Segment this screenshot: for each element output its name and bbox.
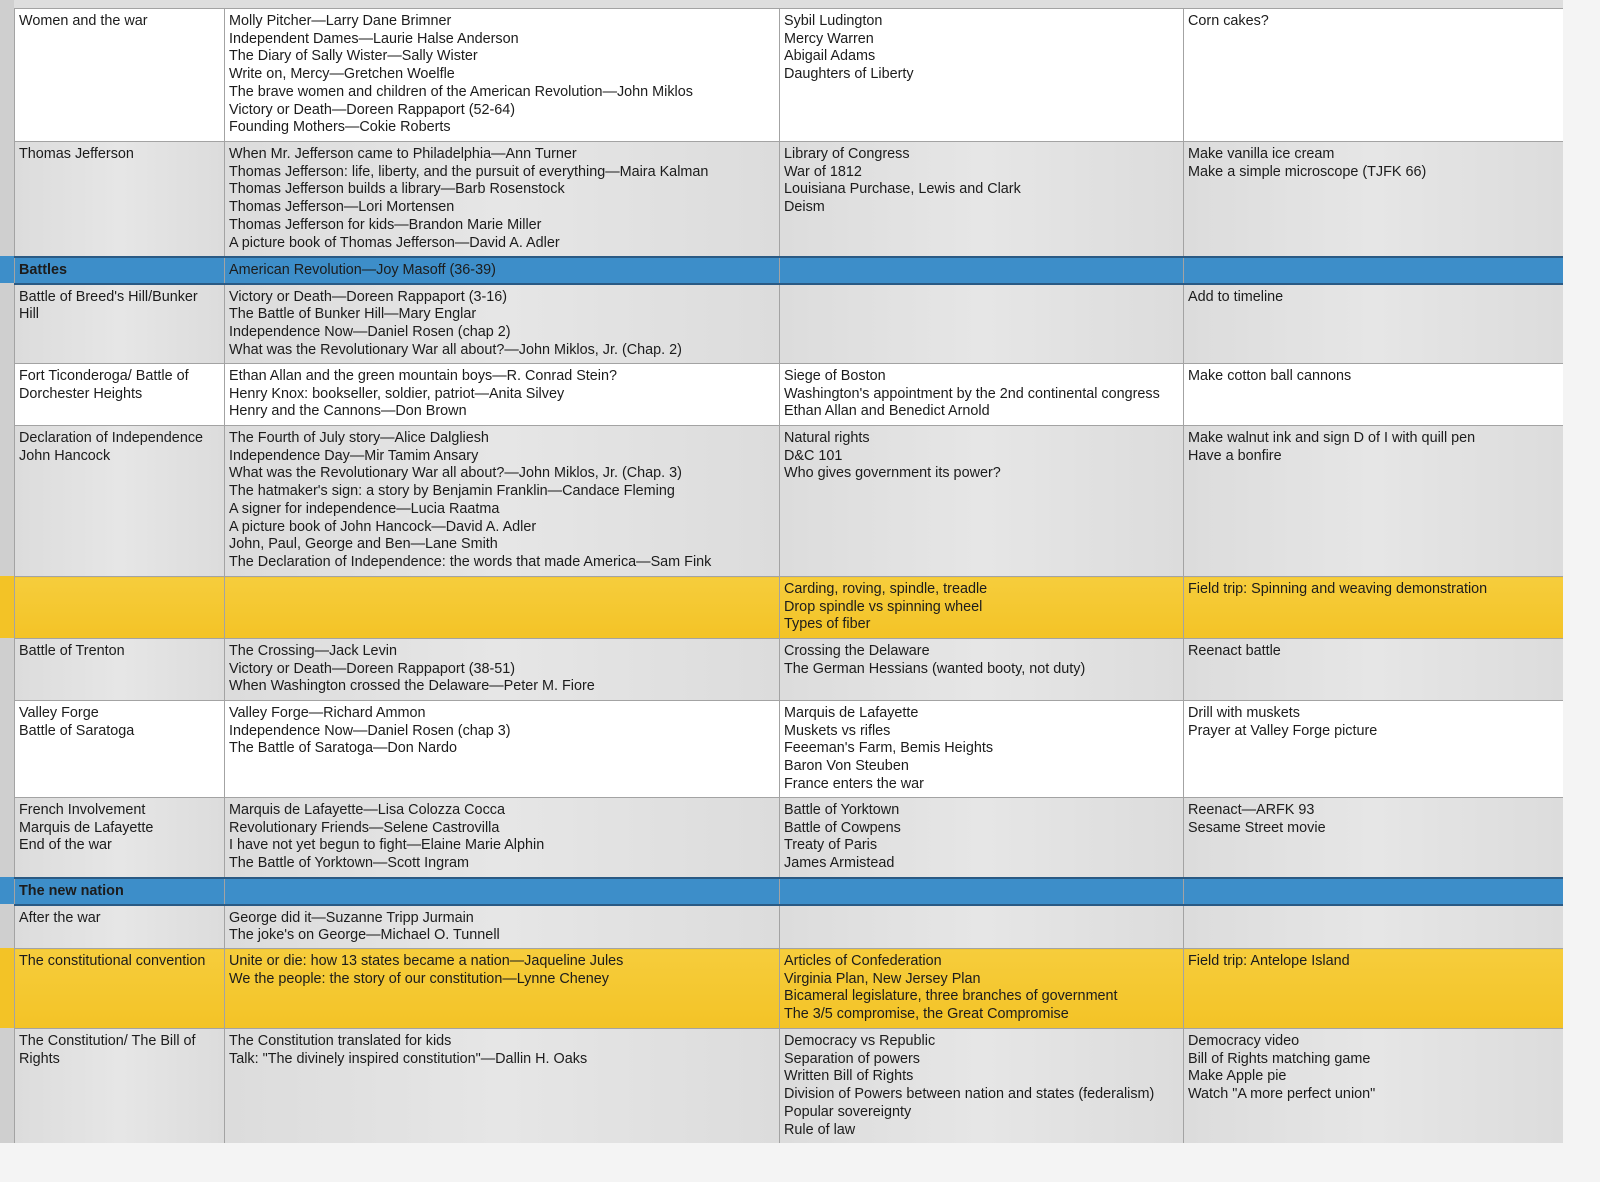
activities-cell[interactable] <box>1184 701 1564 798</box>
cell-line: D&C 101 <box>784 447 843 464</box>
cell-line: The Fourth of July story—Alice Dalgliesh <box>229 430 489 446</box>
cell-line: Battles <box>19 261 67 278</box>
cell-line: The German Hessians (wanted booty, not duty) <box>784 660 1086 677</box>
cell-line: The Battle of Saratoga—Don Nardo <box>229 740 457 757</box>
topic-cell[interactable] <box>15 878 225 905</box>
cell-line: The constitutional convention <box>19 953 206 969</box>
topic-cell[interactable] <box>15 364 225 426</box>
topic-cell[interactable] <box>15 905 225 949</box>
activities-cell[interactable] <box>1184 426 1564 577</box>
cell-line: Washington's appointment by the 2nd continental congress <box>784 385 1160 402</box>
cell-line: John, Paul, George and Ben—Lane Smith <box>229 536 498 553</box>
cell-line: Henry and the Cannons—Don Brown <box>229 403 467 420</box>
table-row <box>15 9 1564 142</box>
topic-cell[interactable] <box>15 142 225 257</box>
activities-cell[interactable] <box>1184 905 1564 949</box>
cell-line: Treaty of Paris <box>784 837 878 854</box>
cell-line: Drill with muskets <box>1188 705 1300 721</box>
cell-line: Sesame Street movie <box>1188 819 1326 836</box>
cell-line: A picture book of John Hancock—David A. Adler <box>229 518 537 535</box>
cell-line: Founding Mothers—Cokie Roberts <box>229 119 451 136</box>
cell-line: Ethan Allan and Benedict Arnold <box>784 403 990 420</box>
table-row <box>15 639 1564 701</box>
cell-line: End of the war <box>19 837 112 854</box>
cell-line: Henry Knox: bookseller, soldier, patriot—Anita Silvey <box>229 385 565 402</box>
cell-line: James Armistead <box>784 855 895 872</box>
cell-line: When Washington crossed the Delaware—Peter M. Fiore <box>229 678 595 695</box>
cell-line: Democracy video <box>1188 1033 1300 1049</box>
cell-line: Reenact battle <box>1188 643 1281 659</box>
cell-line: Carding, roving, spindle, treadle <box>784 581 988 597</box>
cell-line: The 3/5 compromise, the Great Compromise <box>784 1006 1069 1023</box>
cell-line: Revolutionary Friends—Selene Castrovilla <box>229 819 500 836</box>
cell-line: Victory or Death—Doreen Rappaport (38-51) <box>229 660 516 677</box>
cell-line: Marquis de Lafayette <box>784 705 919 721</box>
books-cell[interactable] <box>225 905 780 949</box>
cell-line: Battle of Saratoga <box>19 722 135 739</box>
subtopics-cell[interactable] <box>780 142 1184 257</box>
activities-cell[interactable] <box>1184 364 1564 426</box>
books-cell[interactable] <box>225 142 780 257</box>
topic-cell[interactable] <box>15 9 225 142</box>
cell-line: Victory or Death—Doreen Rappaport (52-64) <box>229 101 516 118</box>
table-row <box>15 949 1564 1029</box>
cell-line: Independence Now—Daniel Rosen (chap 3) <box>229 722 511 739</box>
table-row <box>15 701 1564 798</box>
table-row <box>15 1029 1564 1144</box>
cell-line: I have not yet begun to fight—Elaine Marie Alphin <box>229 837 545 854</box>
cell-line: Independent Dames—Laurie Halse Anderson <box>229 30 519 47</box>
cell-line: Battle of Breed's Hill/Bunker Hill <box>19 288 198 323</box>
subtopics-cell[interactable] <box>780 701 1184 798</box>
cell-line: Thomas Jefferson—Lori Mortensen <box>229 199 455 216</box>
cell-line: Field trip: Spinning and weaving demonstration <box>1188 581 1488 597</box>
activities-cell[interactable] <box>1184 142 1564 257</box>
cell-line: Division of Powers between nation and states (federalism) <box>784 1086 1155 1103</box>
books-cell[interactable] <box>225 701 780 798</box>
cell-line: The Battle of Yorktown—Scott Ingram <box>229 855 469 872</box>
cell-line: Corn cakes? <box>1188 13 1269 29</box>
cell-line: Muskets vs rifles <box>784 722 891 739</box>
table-row <box>15 426 1564 577</box>
cell-line: Crossing the Delaware <box>784 643 930 659</box>
activities-cell[interactable] <box>1184 1029 1564 1144</box>
cell-line: Baron Von Steuben <box>784 758 909 775</box>
topic-cell[interactable] <box>15 577 225 639</box>
cell-line: Ethan Allan and the green mountain boys—R. Conrad Stein? <box>229 368 617 384</box>
cell-line: Fort Ticonderoga/ Battle of Dorchester Heights <box>19 368 189 402</box>
cell-line: Molly Pitcher—Larry Dane Brimner <box>229 13 452 29</box>
cell-line: John Hancock <box>19 447 111 464</box>
subtopics-cell[interactable] <box>780 577 1184 639</box>
subtopics-cell[interactable] <box>780 284 1184 364</box>
cell-line: Mercy Warren <box>784 30 874 47</box>
row-header-highlight <box>0 576 14 638</box>
row-header-highlight <box>0 877 14 904</box>
cell-line: Thomas Jefferson builds a library—Barb Rosenstock <box>229 181 565 198</box>
cell-line: Field trip: Antelope Island <box>1188 953 1350 969</box>
cell-line: Types of fiber <box>784 616 871 633</box>
books-cell[interactable] <box>225 798 780 878</box>
cell-line: The new nation <box>19 882 124 899</box>
books-cell[interactable] <box>225 878 780 905</box>
cell-line: Make Apple pie <box>1188 1068 1287 1085</box>
books-cell[interactable] <box>225 1029 780 1144</box>
subtopics-cell[interactable] <box>780 364 1184 426</box>
activities-cell[interactable] <box>1184 798 1564 878</box>
cell-line: Bill of Rights matching game <box>1188 1050 1371 1067</box>
topic-cell[interactable] <box>15 639 225 701</box>
cell-line: Make vanilla ice cream <box>1188 146 1335 162</box>
cell-line: The brave women and children of the American Revolution—John Miklos <box>229 83 693 100</box>
books-cell[interactable] <box>225 257 780 284</box>
cell-line: Abigail Adams <box>784 48 876 65</box>
cell-line: Make cotton ball cannons <box>1188 368 1352 384</box>
cell-line: The joke's on George—Michael O. Tunnell <box>229 927 500 944</box>
curriculum-table <box>14 8 1563 1143</box>
cell-line: Feeeman's Farm, Bemis Heights <box>784 740 994 757</box>
subtopics-cell[interactable] <box>780 798 1184 878</box>
books-cell[interactable] <box>225 949 780 1029</box>
topic-cell[interactable] <box>15 284 225 364</box>
activities-cell[interactable] <box>1184 878 1564 905</box>
cell-line: Rule of law <box>784 1121 856 1138</box>
activities-cell[interactable] <box>1184 9 1564 142</box>
books-cell[interactable] <box>225 577 780 639</box>
cell-line: Siege of Boston <box>784 368 886 384</box>
cell-line: After the war <box>19 909 101 926</box>
cell-line: The Diary of Sally Wister—Sally Wister <box>229 48 478 65</box>
books-cell[interactable] <box>225 639 780 701</box>
cell-line: Louisiana Purchase, Lewis and Clark <box>784 181 1021 198</box>
row-header-highlight <box>0 256 14 283</box>
cell-line: Written Bill of Rights <box>784 1068 914 1085</box>
cell-line: Women and the war <box>19 13 148 29</box>
table-row <box>15 577 1564 639</box>
cell-line: War of 1812 <box>784 163 862 180</box>
cell-line: Watch "A more perfect union" <box>1188 1086 1376 1103</box>
books-cell[interactable] <box>225 284 780 364</box>
cell-line: Talk: "The divinely inspired constitution"—Dallin H. Oaks <box>229 1050 588 1067</box>
cell-line: What was the Revolutionary War all about?—John Miklos, Jr. (Chap. 3) <box>229 465 682 482</box>
table-row <box>15 878 1564 905</box>
cell-line: The Battle of Bunker Hill—Mary Englar <box>229 306 477 323</box>
cell-line: The Crossing—Jack Levin <box>229 643 397 659</box>
cell-line: Battle of Cowpens <box>784 819 901 836</box>
cell-line: Make a simple microscope (TJFK 66) <box>1188 163 1427 180</box>
table-row <box>15 798 1564 878</box>
cell-line: What was the Revolutionary War all about?—John Miklos, Jr. (Chap. 2) <box>229 341 682 358</box>
books-cell[interactable] <box>225 426 780 577</box>
cell-line: Sybil Ludington <box>784 13 883 29</box>
cell-line: The hatmaker's sign: a story by Benjamin Franklin—Candace Fleming <box>229 483 675 500</box>
cell-line: Declaration of Independence <box>19 430 204 446</box>
cell-line: Daughters of Liberty <box>784 66 914 83</box>
cell-line: Battle of Yorktown <box>784 802 900 818</box>
cell-line: Marquis de Lafayette <box>19 819 154 836</box>
cell-line: Write on, Mercy—Gretchen Woelfle <box>229 66 455 83</box>
cell-line: France enters the war <box>784 775 924 792</box>
topic-cell[interactable] <box>15 257 225 284</box>
cell-line: George did it—Suzanne Tripp Jurmain <box>229 909 474 926</box>
cell-line: The Declaration of Independence: the words that made America—Sam Fink <box>229 553 712 570</box>
subtopics-cell[interactable] <box>780 257 1184 284</box>
subtopics-cell[interactable] <box>780 878 1184 905</box>
cell-line: A picture book of Thomas Jefferson—David A. Adler <box>229 234 560 251</box>
cell-line: Have a bonfire <box>1188 447 1282 464</box>
row-header-highlight <box>0 948 14 1028</box>
subtopics-cell[interactable] <box>780 905 1184 949</box>
cell-line: Reenact—ARFK 93 <box>1188 802 1315 818</box>
cell-line: Battle of Trenton <box>19 643 125 659</box>
cell-line: French Involvement <box>19 802 146 818</box>
cell-line: The Constitution translated for kids <box>229 1033 452 1049</box>
cell-line: Virginia Plan, New Jersey Plan <box>784 970 981 987</box>
activities-cell[interactable] <box>1184 284 1564 364</box>
cell-line: Valley Forge—Richard Ammon <box>229 705 426 721</box>
cell-line: Articles of Confederation <box>784 953 942 969</box>
cell-line: Drop spindle vs spinning wheel <box>784 598 983 615</box>
books-cell[interactable] <box>225 9 780 142</box>
cell-line: Make walnut ink and sign D of I with quill pen <box>1188 430 1476 446</box>
cell-line: Prayer at Valley Forge picture <box>1188 722 1378 739</box>
cell-line: Bicameral legislature, three branches of government <box>784 988 1118 1005</box>
table-row <box>15 284 1564 364</box>
cell-line: Thomas Jefferson for kids—Brandon Marie Miller <box>229 216 542 233</box>
table-row <box>15 257 1564 284</box>
cell-line: Victory or Death—Doreen Rappaport (3-16) <box>229 288 508 305</box>
topic-cell[interactable] <box>15 1029 225 1144</box>
cell-line: Unite or die: how 13 states became a nation—Jaqueline Jules <box>229 953 624 969</box>
cell-line: Separation of powers <box>784 1050 920 1067</box>
cell-line: Independence Day—Mir Tamim Ansary <box>229 447 479 464</box>
activities-cell[interactable] <box>1184 639 1564 701</box>
activities-cell[interactable] <box>1184 257 1564 284</box>
topic-cell[interactable] <box>15 949 225 1029</box>
topic-cell[interactable] <box>15 798 225 878</box>
cell-line: Marquis de Lafayette—Lisa Colozza Cocca <box>229 802 505 818</box>
cell-line: Independence Now—Daniel Rosen (chap 2) <box>229 323 511 340</box>
cell-line: Democracy vs Republic <box>784 1033 936 1049</box>
cell-line: Popular sovereignty <box>784 1103 912 1120</box>
cell-line: Thomas Jefferson: life, liberty, and the pursuit of everything—Maira Kalman <box>229 163 709 180</box>
cell-line: Who gives government its power? <box>784 465 1001 482</box>
table-row <box>15 905 1564 949</box>
activities-cell[interactable] <box>1184 949 1564 1029</box>
topic-cell[interactable] <box>15 701 225 798</box>
cell-line: Thomas Jefferson <box>19 146 134 162</box>
cell-line: A signer for independence—Lucia Raatma <box>229 500 500 517</box>
cell-line: Natural rights <box>784 430 870 446</box>
subtopics-cell[interactable] <box>780 639 1184 701</box>
cell-line: Add to timeline <box>1188 288 1284 305</box>
subtopics-cell[interactable] <box>780 426 1184 577</box>
cell-line: When Mr. Jefferson came to Philadelphia—Ann Turner <box>229 146 577 162</box>
subtopics-cell[interactable] <box>780 949 1184 1029</box>
topic-cell[interactable] <box>15 426 225 577</box>
activities-cell[interactable] <box>1184 577 1564 639</box>
subtopics-cell[interactable] <box>780 9 1184 142</box>
cell-line: American Revolution—Joy Masoff (36-39) <box>229 261 496 278</box>
subtopics-cell[interactable] <box>780 1029 1184 1144</box>
table-row <box>15 364 1564 426</box>
cell-line: The Constitution/ The Bill of Rights <box>19 1033 196 1067</box>
table-row <box>15 142 1564 257</box>
cell-line: We the people: the story of our constitution—Lynne Cheney <box>229 970 609 987</box>
cell-line: Library of Congress <box>784 146 910 162</box>
books-cell[interactable] <box>225 364 780 426</box>
cell-line: Valley Forge <box>19 705 99 721</box>
cell-line: Deism <box>784 199 825 216</box>
